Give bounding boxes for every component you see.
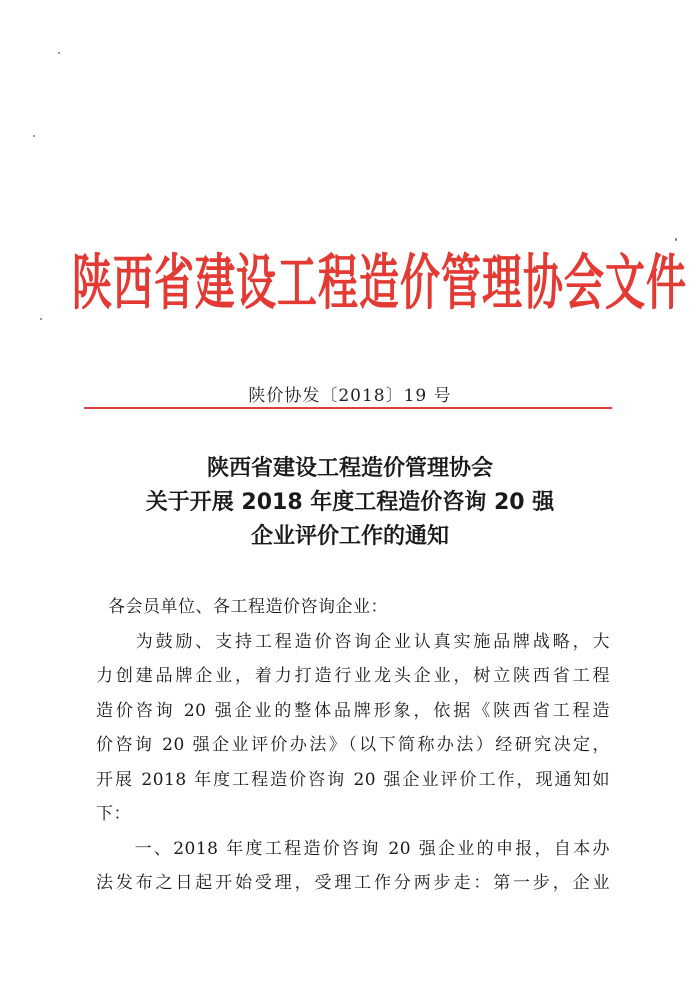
paragraph-2 (96, 832, 610, 901)
paragraph-line: 下： (96, 804, 131, 824)
title-line-2: 关于开展 2018 年度工程造价咨询 20 强 (145, 490, 555, 515)
paragraph-line: 一、2018 年度工程造价咨询 20 强企业的申报，自本办 (96, 838, 610, 859)
paragraph-line: 法发布之日起开始受理，受理工作分两步走：第一步，企业 (96, 873, 610, 893)
scan-speck (40, 318, 42, 320)
org-header-title: 陕西省建设工程造价管理协会文件 (72, 248, 687, 319)
title-line-3: 企业评价工作的通知 (250, 524, 449, 549)
paragraph-line: 开展 2018 年度工程造价咨询 20 强企业评价工作，现通知如 (96, 769, 610, 790)
scan-speck (58, 52, 60, 54)
notice-body (96, 590, 610, 901)
scan-speck (675, 238, 677, 241)
paragraph-line: 力创建品牌企业，着力打造行业龙头企业，树立陕西省工程 (96, 666, 610, 686)
salutation: 各会员单位、各工程造价咨询企业： (108, 597, 388, 617)
paragraph-1 (96, 625, 610, 832)
scan-speck (33, 135, 35, 137)
paragraph-line: 为鼓励、支持工程造价咨询企业认真实施品牌战略，大 (96, 631, 610, 652)
paragraph-line: 价咨询 20 强企业评价办法》（以下简称办法）经研究决定， (96, 735, 610, 755)
document-number: 陕价协发〔2018〕19 号 (248, 386, 452, 406)
title-line-1: 陕西省建设工程造价管理协会 (206, 456, 493, 481)
header-divider (84, 407, 612, 409)
paragraph-line: 造价咨询 20 强企业的整体品牌形象，依据《陕西省工程造 (96, 700, 610, 721)
notice-title (0, 452, 700, 554)
